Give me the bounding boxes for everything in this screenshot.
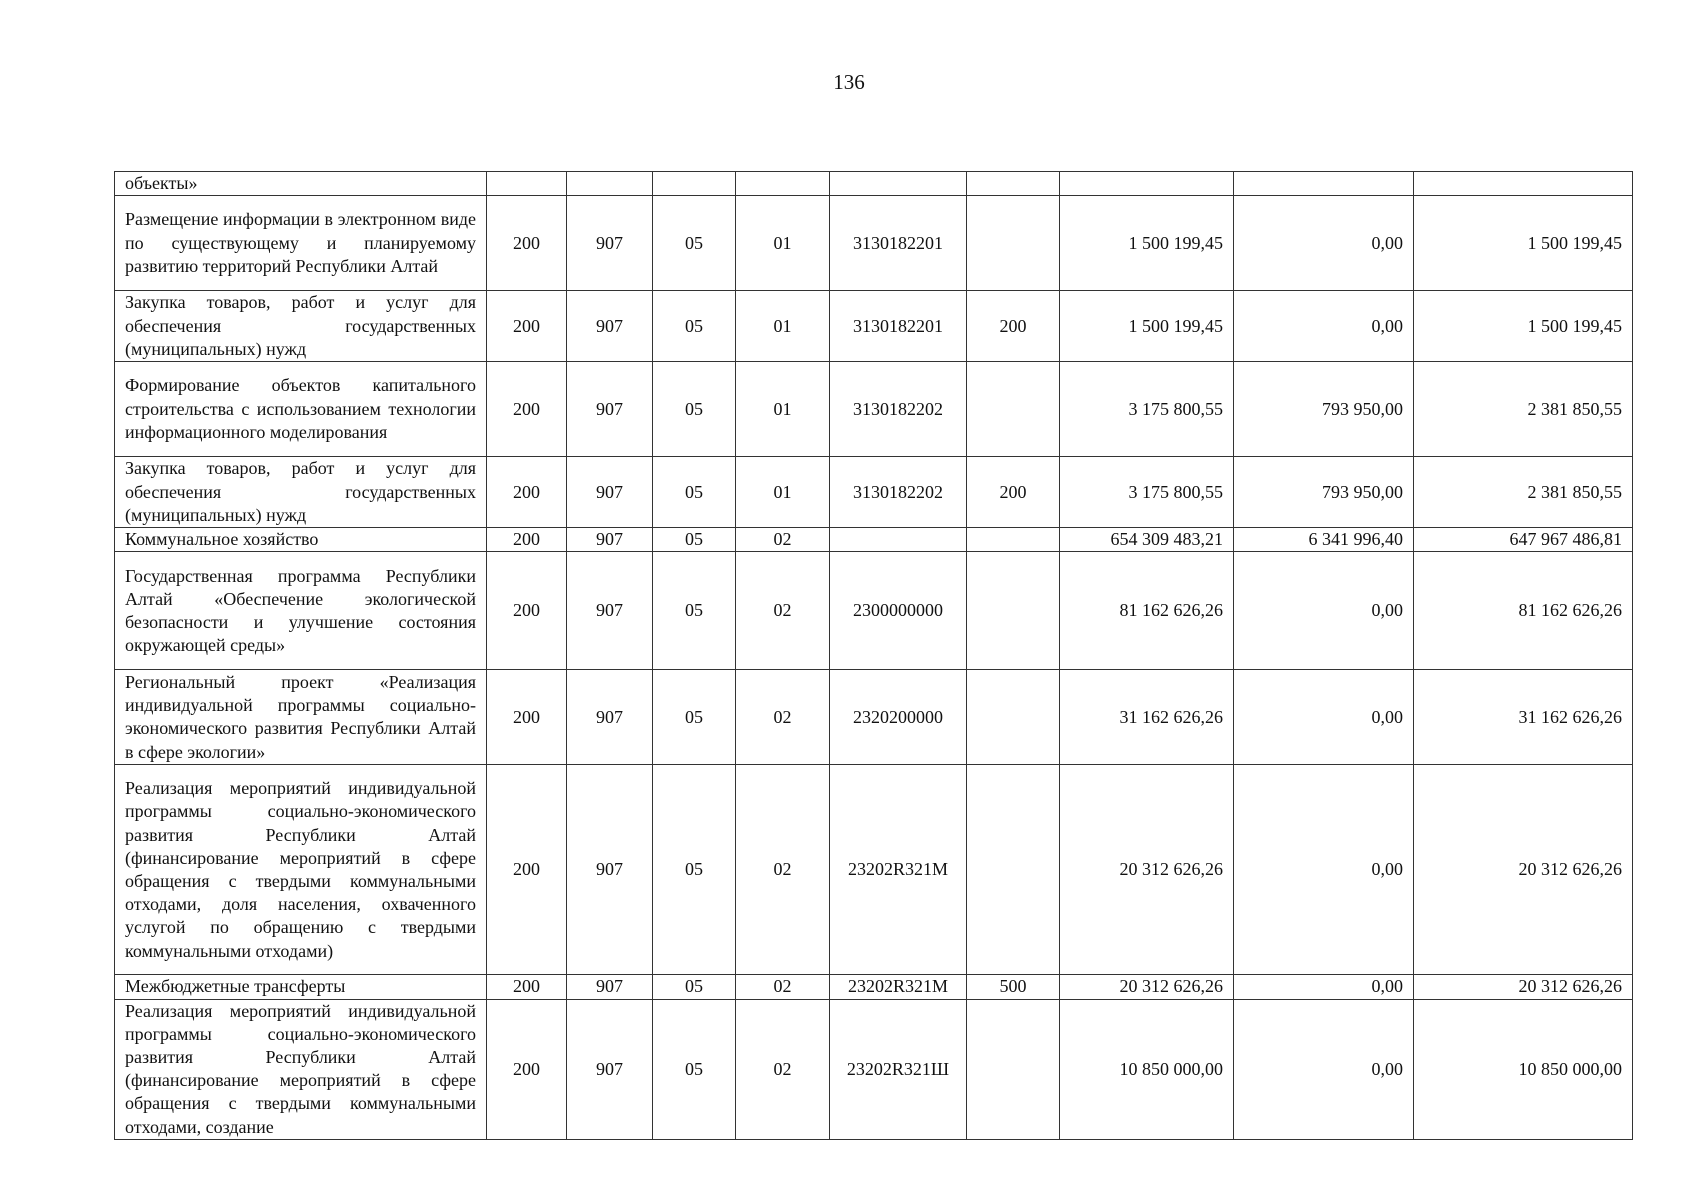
row-name: Закупка товаров, работ и услуг для обеспечения государственных (муниципальных) нужд [115,291,487,362]
code-cell: 500 [967,975,1060,999]
code-cell: 02 [736,999,830,1139]
row-name: Межбюджетные трансферты [115,975,487,999]
code-cell [653,172,736,196]
table-row [115,975,1633,999]
code-cell: 05 [653,291,736,362]
amount-cell: 3 175 800,55 [1060,457,1234,528]
row-name: Региональный проект «Реализация индивидуальной программы социально-экономического развития Республики Алтай в сфере экологии» [115,670,487,765]
table-row [115,457,1633,528]
code-cell [567,172,653,196]
code-cell: 200 [487,999,567,1139]
code-cell [967,670,1060,765]
amount-cell: 10 850 000,00 [1414,999,1633,1139]
code-cell: 05 [653,552,736,670]
code-cell: 02 [736,670,830,765]
amount-cell: 1 500 199,45 [1414,291,1633,362]
code-cell: 02 [736,765,830,975]
table-row [115,999,1633,1139]
code-cell: 907 [567,670,653,765]
page-number: 136 [833,70,865,94]
code-cell: 02 [736,528,830,552]
code-cell: 200 [967,291,1060,362]
table-row [115,552,1633,670]
code-cell [967,362,1060,457]
amount-cell: 81 162 626,26 [1414,552,1633,670]
code-cell: 200 [487,196,567,291]
code-cell [736,172,830,196]
code-cell: 200 [487,457,567,528]
code-cell: 200 [487,765,567,975]
code-cell: 01 [736,196,830,291]
amount-cell [1234,172,1414,196]
code-cell [967,552,1060,670]
table-row [115,291,1633,362]
code-cell: 907 [567,999,653,1139]
code-cell: 05 [653,670,736,765]
code-cell: 02 [736,552,830,670]
amount-cell: 6 341 996,40 [1234,528,1414,552]
code-cell [967,765,1060,975]
table-row [115,172,1633,196]
code-cell: 05 [653,362,736,457]
amount-cell: 31 162 626,26 [1414,670,1633,765]
code-cell: 3130182201 [830,196,967,291]
code-cell: 02 [736,975,830,999]
code-cell [967,172,1060,196]
code-cell: 907 [567,291,653,362]
amount-cell: 0,00 [1234,999,1414,1139]
row-name: Реализация мероприятий индивидуальной программы социально-экономического развития Республики Алтай (финансирование мероприятий в сфере обращения с твердыми коммунальными отходами, доля населения, охваченного услугой по обращению с твердыми коммунальными отходами) [115,765,487,975]
code-cell [967,196,1060,291]
amount-cell: 20 312 626,26 [1414,975,1633,999]
amount-cell: 654 309 483,21 [1060,528,1234,552]
code-cell: 3130182202 [830,457,967,528]
code-cell: 05 [653,975,736,999]
code-cell: 907 [567,975,653,999]
code-cell [830,528,967,552]
code-cell: 05 [653,765,736,975]
code-cell: 3130182202 [830,362,967,457]
code-cell: 907 [567,528,653,552]
amount-cell: 20 312 626,26 [1060,765,1234,975]
code-cell: 23202R321M [830,765,967,975]
row-name: Коммунальное хозяйство [115,528,487,552]
code-cell: 05 [653,528,736,552]
row-name: объекты» [115,172,487,196]
table-row [115,765,1633,975]
code-cell: 05 [653,196,736,291]
row-name: Размещение информации в электронном виде по существующему и планируемому развитию территорий Республики Алтай [115,196,487,291]
amount-cell: 793 950,00 [1234,457,1414,528]
code-cell: 2300000000 [830,552,967,670]
row-name: Закупка товаров, работ и услуг для обеспечения государственных (муниципальных) нужд [115,457,487,528]
code-cell: 907 [567,552,653,670]
code-cell: 23202R321Ш [830,999,967,1139]
row-name: Государственная программа Республики Алтай «Обеспечение экологической безопасности и улучшение состояния окружающей среды» [115,552,487,670]
code-cell [967,999,1060,1139]
code-cell: 907 [567,457,653,528]
code-cell: 200 [487,362,567,457]
code-cell: 05 [653,457,736,528]
amount-cell: 2 381 850,55 [1414,457,1633,528]
amount-cell: 1 500 199,45 [1060,196,1234,291]
amount-cell: 1 500 199,45 [1060,291,1234,362]
amount-cell: 0,00 [1234,291,1414,362]
table-row [115,362,1633,457]
code-cell: 01 [736,362,830,457]
amount-cell: 0,00 [1234,552,1414,670]
amount-cell: 20 312 626,26 [1414,765,1633,975]
amount-cell: 81 162 626,26 [1060,552,1234,670]
code-cell: 01 [736,457,830,528]
table-row [115,528,1633,552]
code-cell: 200 [487,975,567,999]
amount-cell: 0,00 [1234,765,1414,975]
code-cell: 200 [487,291,567,362]
amount-cell: 0,00 [1234,196,1414,291]
amount-cell: 3 175 800,55 [1060,362,1234,457]
amount-cell: 1 500 199,45 [1414,196,1633,291]
amount-cell: 647 967 486,81 [1414,528,1633,552]
amount-cell: 10 850 000,00 [1060,999,1234,1139]
code-cell: 200 [487,528,567,552]
amount-cell: 20 312 626,26 [1060,975,1234,999]
code-cell: 907 [567,362,653,457]
table-row [115,196,1633,291]
amount-cell: 0,00 [1234,975,1414,999]
amount-cell: 793 950,00 [1234,362,1414,457]
code-cell: 907 [567,196,653,291]
row-name: Формирование объектов капитального строительства с использованием технологии информационного моделирования [115,362,487,457]
code-cell: 3130182201 [830,291,967,362]
table-row [115,670,1633,765]
code-cell: 200 [487,670,567,765]
budget-table [114,171,1633,1140]
code-cell: 01 [736,291,830,362]
code-cell [830,172,967,196]
amount-cell: 0,00 [1234,670,1414,765]
code-cell: 200 [487,552,567,670]
code-cell: 05 [653,999,736,1139]
code-cell: 907 [567,765,653,975]
amount-cell [1414,172,1633,196]
code-cell: 23202R321M [830,975,967,999]
code-cell: 200 [967,457,1060,528]
code-cell [487,172,567,196]
code-cell: 2320200000 [830,670,967,765]
amount-cell [1060,172,1234,196]
code-cell [967,528,1060,552]
row-name: Реализация мероприятий индивидуальной программы социально-экономического развития Республики Алтай (финансирование мероприятий в сфере обращения с твердыми коммунальными отходами, создание [115,999,487,1139]
amount-cell: 2 381 850,55 [1414,362,1633,457]
amount-cell: 31 162 626,26 [1060,670,1234,765]
